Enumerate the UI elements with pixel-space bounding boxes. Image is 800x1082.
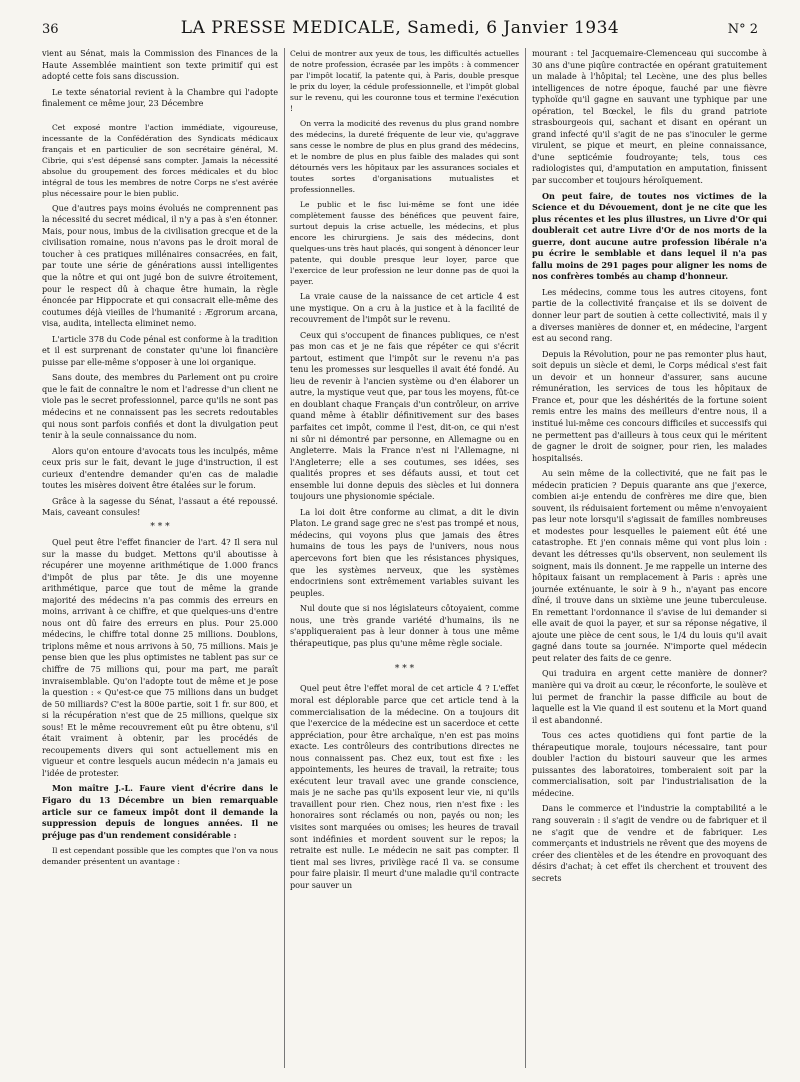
- paragraph: Alors qu'on entoure d'avocats tous les inculpés, même ceux pris sur le fait, devant le juge d'instruction, il est curieux d'entendre demander qu'en cas de maladie toutes les misères doivent être étalées sur le forum.: [42, 445, 278, 491]
- quoted-paragraph: On verra la modicité des revenus du plus grand nombre des médecins, la dureté fréquente de leur vie, qu'aggrave sans cesse le nombre de plus en plus grand des médecins, et le nombre de plus en plus faible des malades qui sont détournés vers les hôpitaux par les assurances sociales et toutes sortes d'organisations mutualistes et professionnelles.: [290, 119, 519, 194]
- page-number: 36: [42, 22, 59, 37]
- paragraph: La vraie cause de la naissance de cet article 4 est une mystique. On a cru à la justice et à la facilité de recouvrement de l'impôt sur le revenu.: [290, 291, 519, 325]
- column-3: [532, 48, 767, 1074]
- paragraph: Ceux qui s'occupent de finances publiques, ce n'est pas mon cas et je ne fais que répéter ce qui s'écrit partout, estiment que l'impôt sur le revenu n'a pas tenu les promesses sur lesquelles il avait été fondé. Au lieu de revenir à l'ancien système ou d'en élaborer un autre, la mystique veut que, par tous les moyens, fût-ce en doublant chaque Français d'un contrôleur, on arrive quand même à établir définitivement sur des bases parfaites cet impôt, comme il l'est, dit-on, ce qui n'est ni sûr ni démontré par personne, en Allemagne ou en Angleterre. Mais la France n'est ni l'Allemagne, ni l'Angleterre; elle a ses coutumes, ses idées, ses qualités propres et ses défauts aussi, et tout cet ensemble lui donne depuis des siècles et lui donnera toujours une physionomie spéciale.: [290, 329, 519, 502]
- paragraph: Depuis la Révolution, pour ne pas remonter plus haut, soit depuis un siècle et demi, le Corps médical s'est fait un devoir et un honneur d'assurer, sans aucune rémunération, les services de tous les hôpitaux de France et, pour que les déshérités de la fortune soient remis entre les mains des meilleurs d'entre nous, il a institué lui-même ces concours difficiles et successifs qui ne permettent pas d'ailleurs à tous ceux qui le méritent de gagner le droit de soigner, pour rien, les malades hospitalisés.: [532, 348, 767, 463]
- journal-title: LA PRESSE MEDICALE, Samedi, 6 Janvier 1934: [180, 18, 620, 38]
- quoted-paragraph: Il est cependant possible que les comptes que l'on va nous demander présentent un avantage :: [42, 846, 278, 867]
- paragraph: Qui traduira en argent cette manière de donner? manière qui va droit au cœur, le réconforte, le soulève et lui permet de franchir la passe difficile au bout de laquelle est la Vie quand il est soutenu et la Mort quand il est abandonné.: [532, 668, 767, 725]
- paragraph: Nul doute que si nos législateurs côtoyaient, comme nous, une très grande variété d'humains, ils ne s'appliqueraient pas à leur donner à tous une même thérapeutique, pas plus qu'une même règle sociale.: [290, 603, 519, 648]
- paragraph: Cet exposé montre l'action immédiate, vigoureuse, incessante de la Confédération des Syndicats médicaux français et en particulier de son secrétaire général, M. Cibrie, qui s'est dépensé sans compter. Jamais la nécessité absolue du groupement des forces médicales et du bloc intégral de tous les membres de notre Corps ne s'est avérée plus nécessaire pour le bien public.: [42, 122, 278, 198]
- paragraph: La loi doit être conforme au climat, a dit le divin Platon. Le grand sage grec ne s'est pas trompé et nous, médecins, qui voyons plus que jamais des êtres humains de tous les pays de l'univers, nous nous apercevons fort bien que les résistances physiques, que les systèmes nerveux, que les systèmes endocriniens sont extrêmement variables suivant les peuples.: [290, 506, 519, 598]
- column-1: [42, 48, 278, 1074]
- paragraph: L'article 378 du Code pénal est conforme à la tradition et il est surprenant de constater qu'une loi financière puisse par elle-même s'opposer à une loi organique.: [42, 333, 278, 367]
- quoted-paragraph: Celui de montrer aux yeux de tous, les difficultés actuelles de notre profession, écrasée par les impôts : à commencer par l'impôt locatif, la patente qui, à Paris, double presque le prix du loyer, la cédule professionnelle, et l'impôt global sur le revenu, qui les couronne tous et termine l'exécution !: [290, 49, 519, 113]
- column-rule: [525, 48, 526, 1068]
- column-rule: [284, 48, 285, 1068]
- paragraph: Au sein même de la collectivité, que ne fait pas le médecin praticien ? Depuis quarante ans que j'exerce, combien ai-je entendu de confrères me dire que, bien souvent, ils réduisaient fortement ou même n'envoyaient pas leur note lorsqu'il s'agissait de familles nombreuses et modestes pour lesquelles le paiement eût été une catastrophe. Et j'en connais même qui vont plus loin : devant les détresses qu'ils observent, non seulement ils soignent, mais ils donnent. Je me rappelle un interne des hôpitaux faisant un remplacement à Paris : après une journée exténuante, le soir à 9 h., n'ayant pas encore dîné, il trouve dans un sixième une jeune tuberculeuse. En remettant l'ordonnance il s'avise de lui demander si elle avait de quoi la payer, et sur sa réponse négative, il ajoute une pièce de cent sous, le 1/4 du louis qu'il avait gagné dans toute sa journée. N'importe quel médecin peut relater des faits de ce genre.: [532, 468, 767, 663]
- paragraph: Le texte sénatorial revient à la Chambre qui l'adopte finalement ce même jour, 23 Décembre: [42, 86, 278, 109]
- section-separator: * * *: [394, 664, 415, 675]
- quoted-paragraph: Le public et le fisc lui-même se font une idée complètement fausse des bénéfices que peuvent faire, surtout depuis la crise actuelle, les médecins, et plus encore les chirurgiens. Je sais des médecins, dont quelques-uns très haut placés, qui songent à dénoncer leur patente, qui double presque leur loyer, parce que l'exercice de leur profession ne leur donne pas de quoi la payer.: [290, 200, 519, 286]
- column-2: [290, 48, 519, 1074]
- paragraph: Les médecins, comme tous les autres citoyens, font partie de la collectivité française et ils se doivent de donner leur part de soutien à cette collectivité, mais il y a diverses manières de donner et, en médecine, l'argent est au second rang.: [532, 286, 767, 344]
- paragraph: Que d'autres pays moins évolués ne comprennent pas la nécessité du secret médical, il n'y a pas à s'en étonner. Mais, pour nous, imbus de la civilisation grecque et de la civilisation romaine, nous n'avons pas le droit moral de toucher à ces pratiques millénaires consacrées, en fait, par toute une série de générations aussi intelligentes que la nôtre et qui ont jugé bon de suivre étroitement, pour le respect dû à chaque être humain, la règle énoncée par Hippocrate et qui consacrait elle-même des coutumes déjà vieilles de l'humanité : Ægrorum arcana, visa, audita, intellecta eliminet nemo.: [42, 202, 278, 329]
- section-separator: * * *: [150, 521, 170, 532]
- paragraph: Quel peut être l'effet financier de l'art. 4? Il sera nul sur la masse du budget. Mettons qu'il aboutisse à récupérer une moyenne arithmétique de 1.000 francs d'impôt de plus par tête. Je dis une moyenne arithmétique, parce que tout de même la grande majorité des médecins n'a pas commis des erreurs en moins, arrivant à ce chiffre, et que quelques-uns d'entre nous ont dû faire des erreurs en plus. Pour 25.000 médecins, le chiffre total donne 25 millions. Doublons, triplons même et nous arrivons à 50, 75 millions. Mais je pense bien que les plus optimistes ne tablent pas sur ce chiffre de 75 millions qui, pour ma part, me paraît invraisemblable. Qu'on l'adopte tout de même et je pose la question : « Qu'est-ce que 75 millions dans un budget de 50 milliards? C'est la 800e partie, soit 1 fr. sur 800, et si la récupération n'est que de 25 millions, quelque six sous! Et le même recouvrement eût pu être obtenu, s'il était vraiment à obtenir, par les procédés de recoupements divers qui sont actuellement mis en vigueur et contre lesquels aucun médecin n'a jamais eu l'idée de protester.: [42, 536, 278, 778]
- paragraph: vient au Sénat, mais la Commission des Finances de la Haute Assemblée maintient son texte primitif qui est adopté cette fois sans discussion.: [42, 48, 278, 82]
- paragraph: mourant : tel Jacquemaire-Clemenceau qui succombe à 30 ans d'une piqûre contractée en opérant gratuitement un malade à l'hôpital; tel Lecène, une des plus belles intelligences de notre époque, fauché par une fièvre typhoïde qu'il gagne en sauvant une typhique par une opération, tel Bœckel, le fils du grand patriote strasbourgeois qui, sachant et disant en opérant un grand infecté qu'il s'agit de ne pas s'inoculer le germe virulent, se pique et meurt, en pleine connaissance, d'une septicémie foudroyante; tels, tous ces radiologistes qui, d'amputation en amputation, finissent par succomber et toujours héroïquement.: [532, 48, 767, 186]
- page-header: [0, 0, 800, 44]
- paragraph: Tous ces actes quotidiens qui font partie de la thérapeutique morale, toujours nécessaire, tant pour doubler l'action du bistouri sauveur que les armes puissantes des laboratoires, tomberaient soit par la commercialisation, soit par l'industrialisation de la médecine.: [532, 730, 767, 798]
- paragraph: Sans doute, des membres du Parlement ont pu croire que le fait de connaître le nom et l'adresse d'un client ne viole pas le secret professionnel, parce qu'ils ne sont pas médecins et ne connaissent pas les secrets redoutables qui nous sont parfois confiés et dont la divulgation peut tenir à la seule connaissance du nom.: [42, 372, 278, 441]
- paragraph: Mon maître J.-L. Faure vient d'écrire dans le Figaro du 13 Décembre un bien remarquable article sur ce fameux impôt dont il demande la suppression depuis de longues années. Il ne préjuge pas d'un rendement considérable :: [42, 783, 278, 840]
- paragraph: On peut faire, de toutes nos victimes de la Science et du Dévouement, dont je ne cite que les plus récentes et les plus illustres, un Livre d'Or qui doublerait cet autre Livre d'Or de nos morts de la guerre, dont aucune autre profession libérale n'a pu écrire le semblable et dans lequel il n'a pas fallu moins de 291 pages pour aligner les noms de nos confrères tombés au champ d'honneur.: [532, 190, 767, 282]
- paragraph: Quel peut être l'effet moral de cet article 4 ? L'effet moral est déplorable parce que cet article tend à la commercialisation de la médecine. On a toujours dit que l'exercice de la médecine est un sacerdoce et cette appréciation, pour être archaïque, n'en est pas moins exacte. Les contrôleurs des contributions directes ne nous connaissent pas. Chez eux, tout est fixe : les appointements, les heures de travail, la retraite; tous exécutent leur travail avec une grande conscience, mais je ne sache pas qu'ils exposent leur vie, ni qu'ils travaillent pour rien. Chez nous, rien n'est fixe : les honoraires sont réclamés ou non, payés ou non; les visites sont marquées ou omises; les heures de travail sont indéfinies et mordent souvent sur le repos; la retraite est nulle. Le médecin ne sait pas compter. Il tient mal ses livres, privilège racé Il va. se consume pour faire plaisir. Il meurt d'une maladie qu'il contracte pour sauver un: [290, 683, 519, 890]
- issue-number: N° 2: [727, 22, 758, 37]
- paragraph: Dans le commerce et l'industrie la comptabilité a le rang souverain : il s'agit de vendre ou de fabriquer et il ne s'agit que de vendre et de fabriquer. Les commerçants et industriels ne rêvent que des moyens de créer des clientèles et de les étendre en provoquant des désirs d'achat; à cet effet ils cherchent et trouvent des secrets: [532, 803, 767, 883]
- paragraph: Grâce à la sagesse du Sénat, l'assaut a été repoussé. Mais, caveant consules!: [42, 495, 278, 518]
